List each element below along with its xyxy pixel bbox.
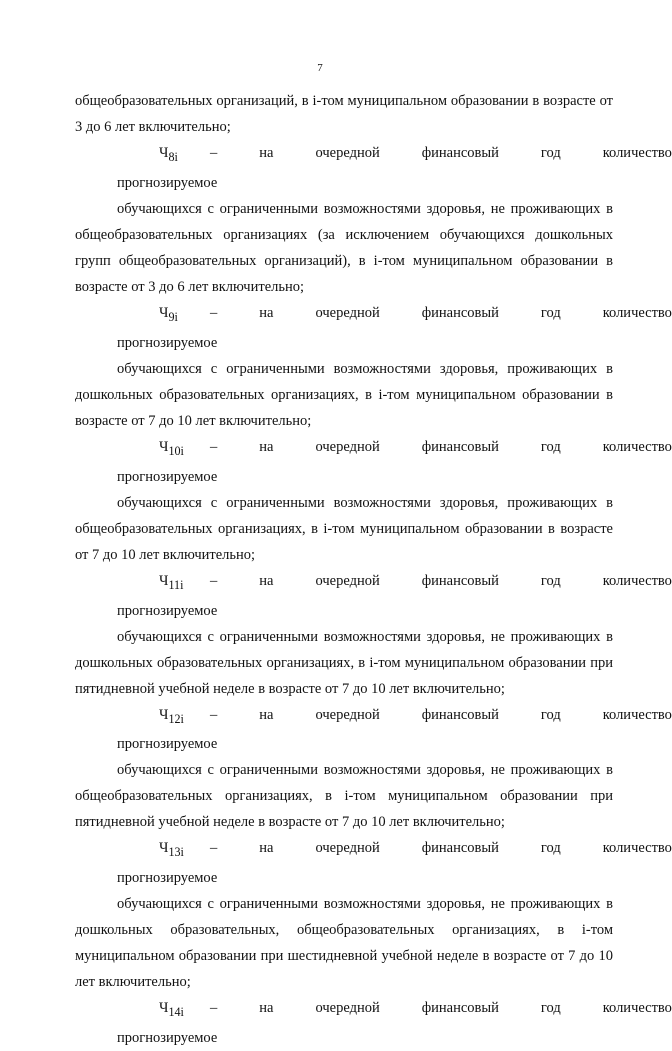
definitions-list — [75, 140, 672, 1051]
definition-word: очередной — [315, 572, 380, 589]
definition-term — [117, 140, 217, 196]
definition-word: очередной — [315, 438, 380, 455]
definition-word: финансовый — [421, 438, 499, 455]
definition-continuation: обучающихся с ограниченными возможностями здоровья, не проживающих в общеобразовательных организациях, в i-том муниципальном образовании при пятидневной учебной неделе в возрасте от 7 до 10 лет включительно; — [75, 762, 613, 831]
variable-symbol: Ч — [159, 840, 169, 857]
definition-word: год — [540, 706, 561, 723]
definition-word: очередной — [315, 840, 380, 857]
variable-symbol: Ч — [159, 1000, 169, 1017]
definition-paragraph — [75, 300, 672, 434]
definition-word: количество — [602, 438, 672, 455]
definition-first-line — [117, 300, 672, 356]
definition-word: количество — [602, 145, 672, 161]
definition-word: год — [540, 840, 561, 857]
definition-paragraph — [75, 434, 672, 568]
definition-word: – прогнозируемое — [117, 706, 218, 753]
definition-continuation: обучающихся с ограниченными возможностями здоровья, не проживающих в дошкольных образовательных организациях, в i-том муниципальном образовании при пятидневной учебной неделе в возрасте от 7 до 10 лет включительно; — [75, 628, 613, 697]
definition-word: на — [259, 145, 274, 161]
definition-word: год — [540, 438, 561, 455]
variable-symbol: Ч — [159, 572, 169, 589]
definition-paragraph — [75, 995, 672, 1051]
definition-word: финансовый — [421, 145, 499, 161]
definition-word: – прогнозируемое — [117, 304, 218, 351]
definition-first-line — [117, 835, 672, 891]
definition-word: год — [540, 572, 561, 589]
variable-subscript: 14i — [168, 1005, 184, 1020]
variable-subscript: 8i — [168, 149, 178, 164]
definition-first-line — [117, 995, 672, 1051]
definition-term — [117, 568, 217, 624]
definition-word: – прогнозируемое — [117, 572, 218, 619]
definition-term — [117, 434, 217, 490]
intro-paragraph: общеобразовательных организаций, в i-том муниципальном образовании в возрасте от 3 до 6 лет включительно; — [75, 93, 613, 135]
definition-term — [117, 702, 217, 758]
definition-word: финансовый — [421, 304, 499, 321]
definition-first-line — [117, 568, 672, 624]
variable-symbol: Ч — [159, 145, 169, 161]
definition-word: очередной — [315, 145, 380, 161]
definition-word: – прогнозируемое — [117, 438, 218, 485]
definition-word: количество — [602, 706, 672, 723]
variable-subscript: 11i — [168, 577, 184, 592]
definition-word: финансовый — [421, 1000, 499, 1017]
definition-paragraph — [75, 702, 672, 836]
definition-word: – прогнозируемое — [117, 1000, 218, 1047]
definition-term — [117, 835, 217, 891]
variable-subscript: 12i — [168, 711, 184, 726]
variable-subscript: 13i — [168, 845, 184, 860]
definition-term — [117, 995, 217, 1051]
definition-word: год — [540, 304, 561, 321]
definition-word: год — [540, 145, 561, 161]
definition-continuation: обучающихся с ограниченными возможностями здоровья, проживающих в дошкольных образовательных организациях, в i-том муниципальном образовании в возрасте от 7 до 10 лет включительно; — [75, 360, 613, 429]
definition-continuation: обучающихся с ограниченными возможностями здоровья, не проживающих в дошкольных образовательных, общеобразовательных организациях, в i-том муниципальном образовании при шестидневной учебной неделе в возрасте от 7 до 10 лет включительно; — [75, 896, 613, 991]
definition-paragraph — [75, 140, 672, 300]
definition-paragraph — [75, 568, 672, 702]
definition-paragraph — [75, 835, 672, 995]
definition-word: финансовый — [421, 706, 499, 723]
definition-word: количество — [602, 304, 672, 321]
definition-word: очередной — [315, 304, 380, 321]
definition-word: финансовый — [421, 840, 499, 857]
definition-word: очередной — [315, 1000, 380, 1017]
definition-word: количество — [602, 572, 672, 589]
definition-word: на — [259, 706, 274, 723]
definition-word: количество — [602, 840, 672, 857]
definition-word: год — [540, 1000, 561, 1017]
definition-continuation: обучающихся с ограниченными возможностями здоровья, проживающих в общеобразовательных организациях, в i-том муниципальном образовании в возрасте от 7 до 10 лет включительно; — [75, 494, 613, 563]
definition-word: на — [259, 438, 274, 455]
variable-symbol: Ч — [159, 706, 169, 723]
variable-subscript: 9i — [168, 309, 178, 324]
definition-first-line — [117, 140, 672, 196]
definition-word: на — [259, 840, 274, 857]
definition-word: на — [259, 1000, 274, 1017]
variable-subscript: 10i — [168, 443, 184, 458]
definition-word: количество — [602, 1000, 672, 1017]
definition-first-line — [117, 434, 672, 490]
definition-word: на — [259, 304, 274, 321]
document-body — [75, 88, 672, 1051]
definition-word: на — [259, 572, 274, 589]
definition-word: очередной — [315, 706, 380, 723]
definition-continuation: обучающихся с ограниченными возможностями здоровья, не проживающих в общеобразовательных организациях (за исключением обучающихся дошкольных групп общеобразовательных организаций), в i-том муниципальном образовании в возрасте от 3 до 6 лет включительно; — [75, 200, 613, 295]
page-number: 7 — [317, 62, 323, 74]
variable-symbol: Ч — [159, 304, 169, 321]
variable-symbol: Ч — [159, 438, 169, 455]
definition-first-line — [117, 702, 672, 758]
definition-word: финансовый — [421, 572, 499, 589]
definition-word: – прогнозируемое — [117, 145, 218, 191]
definition-term — [117, 300, 217, 356]
definition-word: – прогнозируемое — [117, 840, 218, 887]
